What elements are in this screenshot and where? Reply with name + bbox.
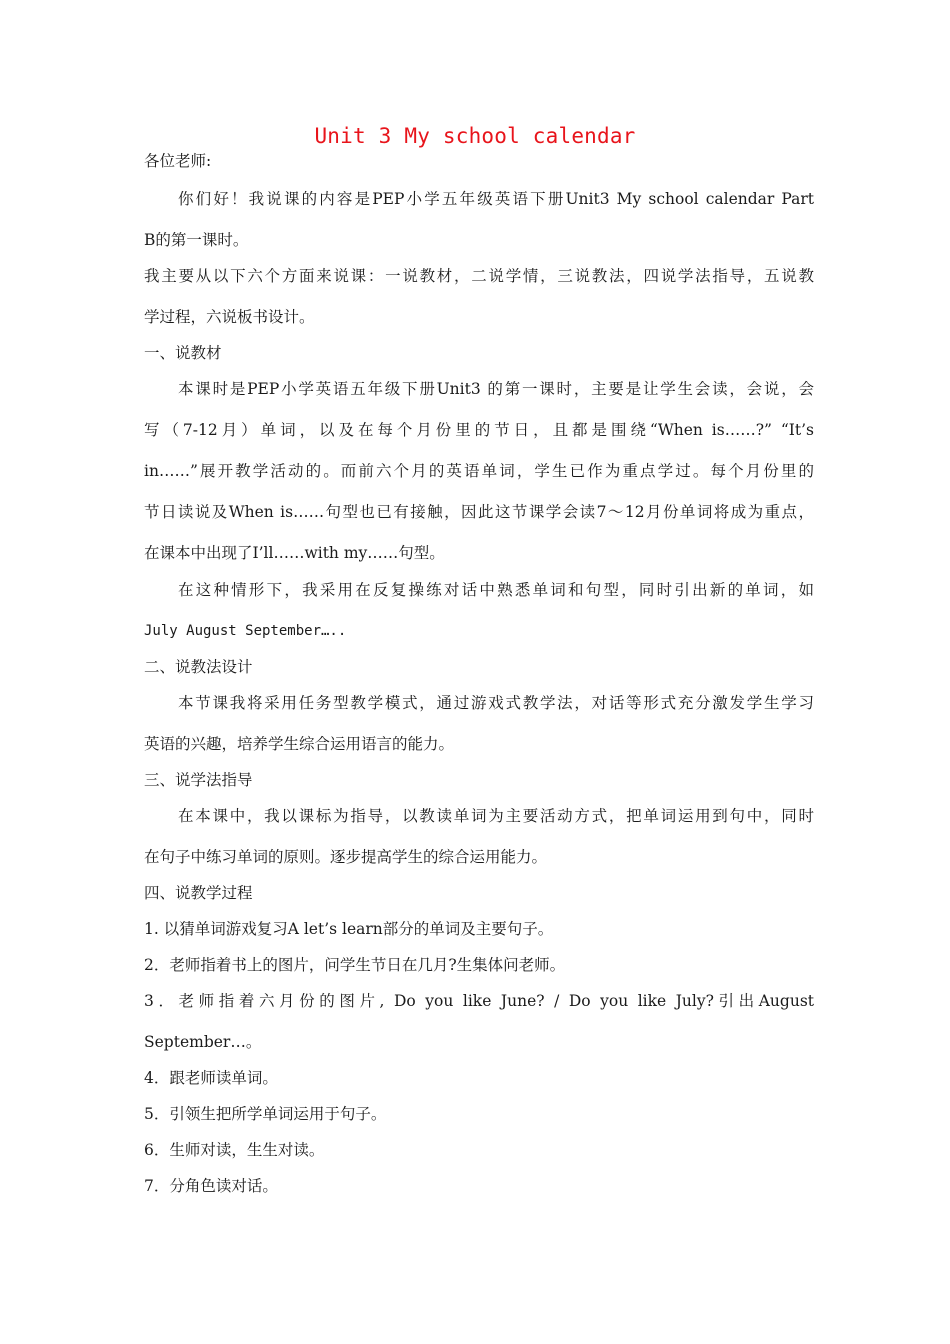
- salutation: 各位老师:: [144, 152, 212, 170]
- paragraph-line: B的第一课时。: [144, 231, 249, 249]
- document-title: Unit 3 My school calendar: [314, 124, 636, 148]
- list-item: 5．引领生把所学单词运用于句子。: [144, 1105, 387, 1123]
- list-item: 1. 以猜单词游戏复习A let’s learn部分的单词及主要句子。: [144, 920, 554, 938]
- list-item: 7．分角色读对话。: [144, 1177, 278, 1195]
- list-item: 3．老师指着六月份的图片, Do you like June? / Do you like July?引出August: [144, 992, 814, 1010]
- paragraph-line: 节日读说及When is……句型也已有接触，因此这节课学会读7～12月份单词将成为重点，: [144, 503, 814, 521]
- list-item: 2．老师指着书上的图片，问学生节日在几月?生集体问老师。: [144, 956, 566, 974]
- section-heading: 二、说教法设计: [144, 658, 253, 676]
- paragraph-line: 学过程，六说板书设计。: [144, 308, 315, 326]
- paragraph-line: July August September…..: [144, 623, 347, 639]
- paragraph-line: 本课时是PEP小学英语五年级下册Unit3 的第一课时，主要是让学生会读，会说，会: [178, 380, 814, 398]
- paragraph-line: 英语的兴趣，培养学生综合运用语言的能力。: [144, 735, 455, 753]
- paragraph-line: 你们好！我说课的内容是PEP小学五年级英语下册Unit3 My school calendar Part: [178, 190, 814, 208]
- paragraph-line: 我主要从以下六个方面来说课：一说教材，二说学情，三说教法，四说学法指导，五说教: [144, 267, 814, 285]
- list-item: 4．跟老师读单词。: [144, 1069, 278, 1087]
- paragraph-line: in……”展开教学活动的。而前六个月的英语单词，学生已作为重点学过。每个月份里的: [144, 462, 814, 480]
- section-heading: 一、说教材: [144, 344, 222, 362]
- list-item-continuation: September…。: [144, 1033, 262, 1051]
- paragraph-line: 在课本中出现了I’ll……with my……句型。: [144, 544, 445, 562]
- section-heading: 四、说教学过程: [144, 884, 253, 902]
- paragraph-line: 在句子中练习单词的原则。逐步提高学生的综合运用能力。: [144, 848, 548, 866]
- paragraph-line: 写（7-12月）单词，以及在每个月份里的节日，且都是围绕“When is……?” “It’s: [144, 421, 814, 439]
- paragraph-line: 在本课中，我以课标为指导，以教读单词为主要活动方式，把单词运用到句中，同时: [178, 807, 814, 825]
- paragraph-line: 本节课我将采用任务型教学模式，通过游戏式教学法，对话等形式充分激发学生学习: [178, 694, 814, 712]
- section-heading: 三、说学法指导: [144, 771, 253, 789]
- paragraph-line: 在这种情形下，我采用在反复操练对话中熟悉单词和句型，同时引出新的单词，如: [178, 581, 814, 599]
- list-item: 6．生师对读，生生对读。: [144, 1141, 325, 1159]
